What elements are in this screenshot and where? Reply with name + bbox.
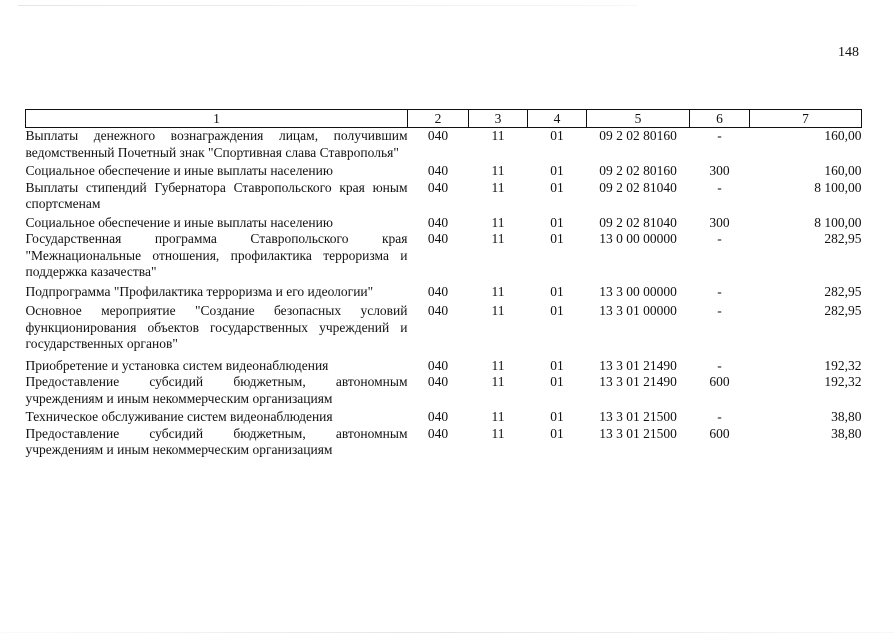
row-col-2: 040 bbox=[427, 214, 449, 230]
row-col-4: 01 bbox=[550, 425, 564, 441]
row-col-6: - bbox=[717, 303, 722, 318]
table-row bbox=[26, 426, 862, 459]
row-col-2: 040 bbox=[427, 179, 449, 195]
row-col-4: 01 bbox=[550, 357, 564, 373]
table-row bbox=[26, 300, 862, 353]
row-col-4: 01 bbox=[550, 163, 564, 178]
row-col-6: 300 bbox=[709, 214, 730, 230]
column-header-3: 3 bbox=[469, 110, 528, 128]
row-col-3: 11 bbox=[491, 303, 505, 318]
table-row bbox=[26, 407, 862, 426]
row-col-3: 11 bbox=[491, 214, 505, 230]
column-header-4: 4 bbox=[528, 110, 587, 128]
row-col-6: - bbox=[717, 357, 722, 373]
row-col-2: 040 bbox=[427, 128, 449, 143]
page-number: 148 bbox=[838, 45, 859, 60]
row-col-5: 13 3 01 21490 bbox=[599, 357, 677, 373]
row-col-4: 01 bbox=[550, 303, 564, 318]
row-name: Выплаты денежного вознаграждения лицам, получившим ведомственный Почетный знак "Спортивная слава Ставрополья" bbox=[25, 128, 408, 160]
row-col-6: 600 bbox=[709, 374, 730, 389]
row-col-3: 11 bbox=[491, 179, 505, 195]
row-col-6: - bbox=[717, 179, 722, 195]
row-col-2: 040 bbox=[427, 357, 449, 373]
row-col-5: 09 2 02 80160 bbox=[599, 163, 677, 178]
column-header-7: 7 bbox=[750, 110, 862, 128]
row-col-5: 13 3 00 00000 bbox=[599, 283, 677, 299]
row-col-7: 8 100,00 bbox=[814, 179, 862, 195]
table-row bbox=[26, 374, 862, 407]
row-col-2: 040 bbox=[427, 231, 449, 246]
row-name: Социальное обеспечение и иные выплаты населению bbox=[25, 163, 333, 178]
row-col-6: - bbox=[717, 409, 722, 424]
table-row bbox=[26, 281, 862, 301]
row-name: Подпрограмма "Профилактика терроризма и его идеологии" bbox=[25, 283, 374, 299]
header-row bbox=[26, 110, 862, 128]
row-col-3: 11 bbox=[491, 231, 505, 246]
row-col-3: 11 bbox=[491, 425, 505, 441]
table-row bbox=[26, 161, 862, 180]
row-col-6: 300 bbox=[709, 163, 730, 178]
row-col-7: 8 100,00 bbox=[814, 214, 862, 230]
row-col-7: 38,80 bbox=[831, 425, 862, 441]
row-col-4: 01 bbox=[550, 128, 564, 143]
table-row bbox=[26, 231, 862, 281]
row-col-6: - bbox=[717, 283, 722, 299]
row-col-4: 01 bbox=[550, 214, 564, 230]
table-row bbox=[26, 213, 862, 232]
row-name: Приобретение и установка систем видеонаблюдения bbox=[25, 357, 329, 373]
row-col-3: 11 bbox=[491, 374, 505, 389]
row-col-4: 01 bbox=[550, 374, 564, 389]
row-col-6: - bbox=[717, 128, 722, 143]
row-name: Техническое обслуживание систем видеонаблюдения bbox=[25, 409, 333, 424]
row-col-7: 160,00 bbox=[824, 128, 862, 143]
column-header-1: 1 bbox=[26, 110, 408, 128]
row-col-3: 11 bbox=[491, 128, 505, 143]
table-row bbox=[26, 353, 862, 375]
row-col-3: 11 bbox=[491, 163, 505, 178]
row-col-7: 192,32 bbox=[824, 374, 862, 389]
row-col-2: 040 bbox=[427, 374, 449, 389]
row-col-5: 13 3 01 00000 bbox=[599, 303, 677, 318]
row-col-4: 01 bbox=[550, 231, 564, 246]
row-col-3: 11 bbox=[491, 357, 505, 373]
row-col-4: 01 bbox=[550, 409, 564, 424]
row-col-5: 13 3 01 21500 bbox=[599, 425, 677, 441]
row-col-4: 01 bbox=[550, 283, 564, 299]
row-col-6: - bbox=[717, 231, 722, 246]
row-col-7: 282,95 bbox=[824, 303, 862, 318]
row-col-5: 09 2 02 81040 bbox=[599, 214, 677, 230]
table-row bbox=[26, 128, 862, 162]
row-name: Предоставление субсидий бюджетным, автономным учреждениям и иным некоммерческим организациям bbox=[25, 374, 408, 406]
row-name: Основное мероприятие "Создание безопасных условий функционирования объектов государственных учреждений и государственных органов" bbox=[25, 303, 408, 351]
row-col-7: 282,95 bbox=[824, 231, 862, 246]
scan-edge-bottom bbox=[0, 632, 894, 633]
row-name: Выплаты стипендий Губернатора Ставропольского края юным спортсменам bbox=[25, 179, 408, 211]
row-name: Государственная программа Ставропольского края "Межнациональные отношения, профилактика терроризма и поддержка казачества" bbox=[25, 231, 408, 279]
row-col-2: 040 bbox=[427, 283, 449, 299]
row-name: Предоставление субсидий бюджетным, автономным учреждениям и иным некоммерческим организациям bbox=[25, 425, 408, 457]
row-col-5: 13 3 01 21490 bbox=[599, 374, 677, 389]
row-col-7: 282,95 bbox=[824, 283, 862, 299]
row-col-6: 600 bbox=[709, 425, 730, 441]
table-row bbox=[26, 180, 862, 213]
row-col-7: 192,32 bbox=[824, 357, 862, 373]
row-col-3: 11 bbox=[491, 409, 505, 424]
row-col-2: 040 bbox=[427, 409, 449, 424]
row-col-2: 040 bbox=[427, 163, 449, 178]
row-col-2: 040 bbox=[427, 425, 449, 441]
column-header-5: 5 bbox=[587, 110, 690, 128]
row-col-5: 09 2 02 81040 bbox=[599, 179, 677, 195]
budget-table bbox=[25, 109, 862, 459]
column-header-6: 6 bbox=[690, 110, 750, 128]
row-col-5: 13 3 01 21500 bbox=[599, 409, 677, 424]
row-col-7: 38,80 bbox=[831, 409, 862, 424]
row-col-3: 11 bbox=[491, 283, 505, 299]
row-col-4: 01 bbox=[550, 179, 564, 195]
row-col-5: 09 2 02 80160 bbox=[599, 128, 677, 143]
column-header-2: 2 bbox=[408, 110, 469, 128]
row-col-5: 13 0 00 00000 bbox=[599, 231, 677, 246]
row-col-2: 040 bbox=[427, 303, 449, 318]
row-name: Социальное обеспечение и иные выплаты населению bbox=[25, 214, 333, 230]
scan-edge-top bbox=[18, 5, 638, 6]
row-col-7: 160,00 bbox=[824, 163, 862, 178]
